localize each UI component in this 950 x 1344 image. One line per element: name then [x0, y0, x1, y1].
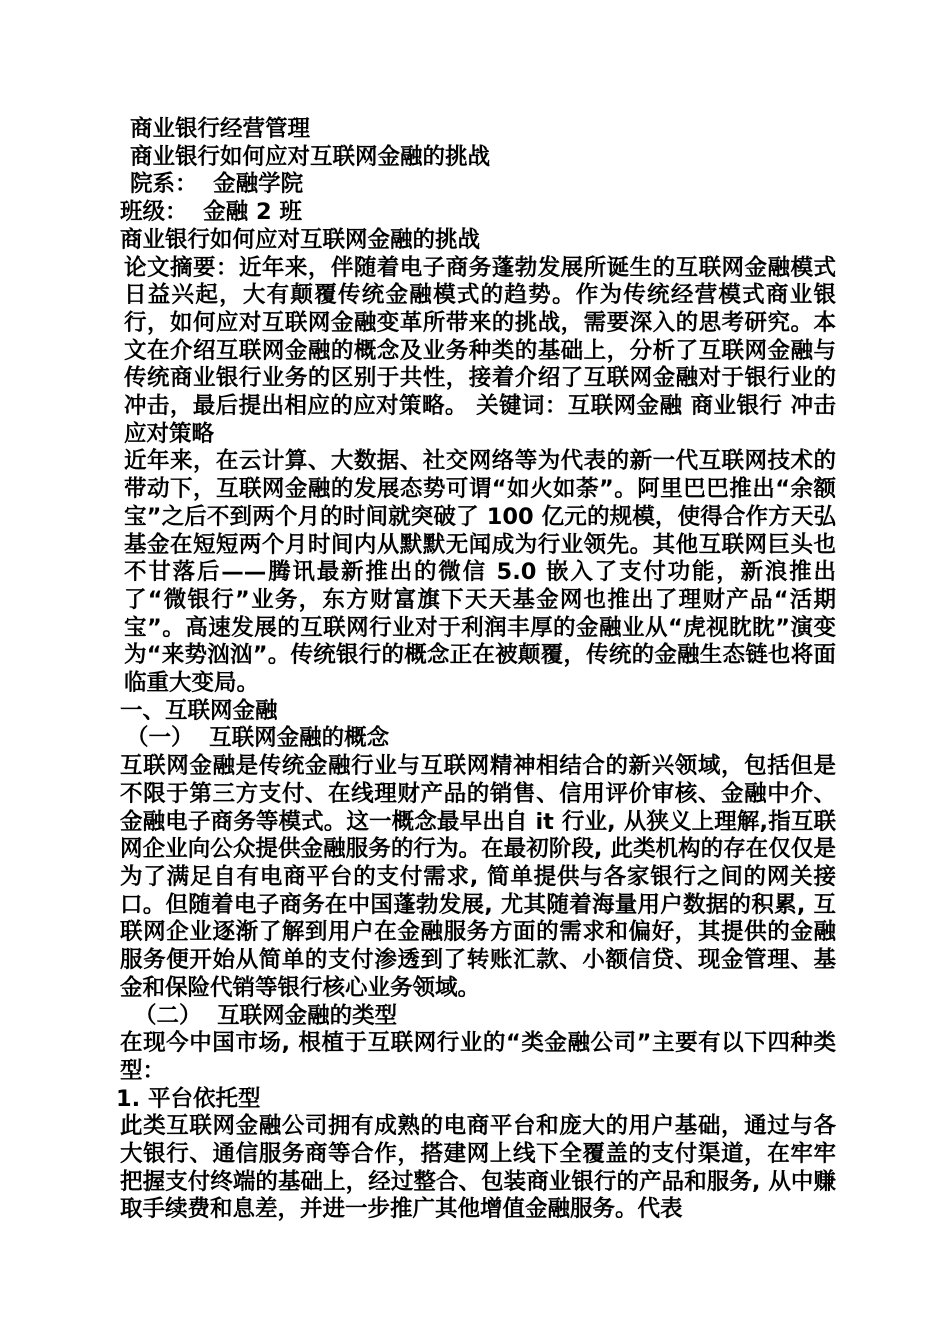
concept-paragraph: 互联网金融是传统金融行业与互联网精神相结合的新兴领域，包括但是不限于第三方支付、在线理财产品的销售、信用评价审核、金融中介、金融电子商务等模式。这一概念最早出自 it 行业, 从狭义上理解,指互联网企业向公众提供金融服务的行为。在最初阶段, 此类机构的存在仅仅是为了满足自有电商平台的支付需求, 简单提供与各家银行之间的网关接口。但随着电子商务在中国蓬勃发展, 尤其随着海量用户数据的积累, 互联网企业逐渐了解到用户在金融服务方面的需求和偏好，其提供的金融服务便开始从简单的支付渗透到了转账汇款、小额信贷、现金管理、基金和保险代销等银行核心业务领域。: [120, 753, 836, 1001]
type-heading-platform: 1. 平台依托型: [116, 1085, 261, 1112]
section-heading: 一、互联网金融: [120, 697, 278, 724]
abstract-paragraph: 论文摘要：近年来，伴随着电子商务蓬勃发展所诞生的互联网金融模式日益兴起，大有颠覆传统金融模式的趋势。作为传统经营模式商业银行，如何应对互联网金融变革所带来的挑战，需要深入的思考研究。本文在介绍互联网金融的概念及业务种类的基础上，分析了互联网金融与传统商业银行业务的区别于共性，接着介绍了互联网金融对于银行业的冲击，最后提出相应的应对策略。 关键词：互联网金融 商业银行 冲击应对策略: [124, 254, 836, 447]
types-intro-paragraph: 在现今中国市场, 根植于互联网行业的“类金融公司”主要有以下四种类型：: [120, 1030, 836, 1084]
platform-type-paragraph: 此类互联网金融公司拥有成熟的电商平台和庞大的用户基础，通过与各大银行、通信服务商等合作，搭建网上线下全覆盖的支付渠道，在牢牢把握支付终端的基础上，经过整合、包装商业银行的产品和服务, 从中赚取手续费和息差，并进一步推广其他增值金融服务。代表: [120, 1113, 836, 1223]
paper-title: 商业银行如何应对互联网金融的挑战: [130, 143, 491, 170]
department-line: 院系： 金融学院: [130, 171, 304, 198]
subsection-heading-concept: （一） 互联网金融的概念: [126, 725, 390, 752]
subsection-heading-types: （二） 互联网金融的类型: [134, 1002, 398, 1029]
paper-title-repeat: 商业银行如何应对互联网金融的挑战: [120, 226, 481, 253]
document-body: [116, 116, 836, 1224]
class-line: 班级： 金融 2 班: [120, 199, 302, 226]
intro-paragraph: 近年来，在云计算、大数据、社交网络等为代表的新一代互联网技术的带动下，互联网金融的发展态势可谓“如火如荼”。阿里巴巴推出“余额宝”之后不到两个月的时间就突破了 100 亿元的规模，使得合作方天弘基金在短短两个月时间内从默默无闻成为行业领先。其他互联网巨头也不甘落后——腾讯最新推出的微信 5.0 嵌入了支付功能，新浪推出了“微银行”业务，东方财富旗下天天基金网也推出了理财产品“活期宝”。高速发展的互联网行业对于利润丰厚的金融业从“虎视眈眈”演变为“来势汹汹”。传统银行的概念正在被颠覆，传统的金融生态链也将面临重大变局。: [124, 448, 836, 697]
course-title: 商业银行经营管理: [130, 116, 311, 142]
